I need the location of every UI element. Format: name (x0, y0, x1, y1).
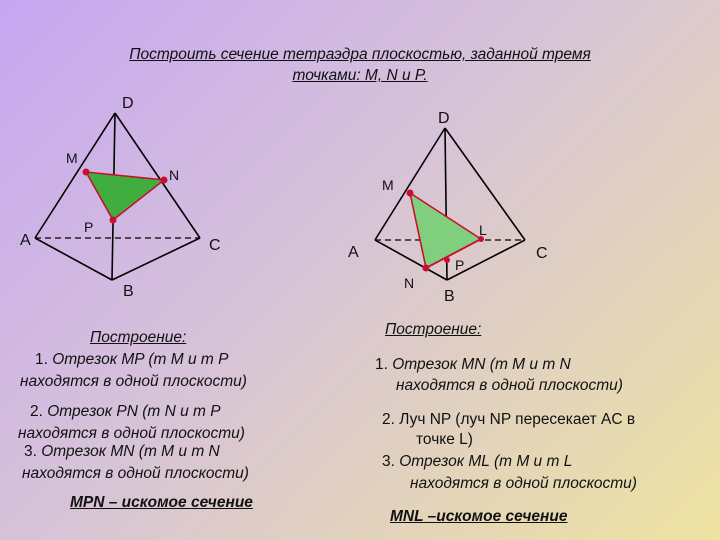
right-step2-number: 2. (382, 411, 395, 428)
label-D-right: D (438, 110, 450, 127)
right-step3-text: Отрезок ML (т M и т L (399, 453, 573, 470)
label-P-left: P (84, 219, 94, 235)
left-step3-line2: находятся в одной плоскости) (22, 465, 249, 482)
label-M-left: M (66, 150, 78, 166)
point-M-right (407, 190, 414, 197)
right-step1-number: 1. (375, 356, 388, 373)
label-A-left: A (20, 232, 31, 249)
right-tetrahedron (348, 110, 548, 305)
right-step1-line2: находятся в одной плоскости) (396, 377, 623, 394)
right-step3-number: 3. (382, 453, 395, 470)
point-N-right (423, 265, 430, 272)
label-P-right: P (455, 257, 465, 273)
task-title-line2: точками: M, N и P. (292, 67, 428, 84)
point-P-left (110, 217, 117, 224)
left-step3-text: Отрезок MN (т M и т N (41, 443, 220, 460)
label-C-left: C (209, 237, 221, 254)
left-step2-line1 (30, 402, 221, 422)
point-P-right (444, 257, 450, 263)
left-step3-number: 3. (24, 443, 37, 460)
right-result: MNL –искомое сечение (390, 508, 568, 525)
point-M-left (83, 169, 90, 176)
left-step2-line2: находятся в одной плоскости) (18, 425, 245, 442)
edge-BC-left (112, 238, 200, 280)
point-N-left (161, 177, 168, 184)
left-tetrahedron (20, 95, 221, 300)
right-step3-line1 (382, 452, 572, 472)
right-step3-line2: находятся в одной плоскости) (410, 475, 637, 492)
right-step2-line1 (382, 410, 635, 430)
label-A-right: A (348, 244, 359, 261)
label-B-right: B (444, 288, 455, 305)
label-D-left: D (122, 95, 134, 112)
right-step2-text: Луч NP (луч NP пересекает AC в (399, 411, 636, 428)
label-N-left: N (169, 167, 180, 183)
left-step3-line1 (24, 442, 220, 462)
label-N-right: N (404, 275, 415, 291)
right-step1-text: Отрезок MN (т M и т N (392, 356, 571, 373)
left-step2-number: 2. (30, 403, 43, 420)
left-result: MPN – искомое сечение (70, 494, 253, 511)
task-title-line1: Построить сечение тетраэдра плоскостью, заданной тремя (129, 46, 591, 63)
left-step1-number: 1. (35, 351, 48, 368)
left-step1-text: Отрезок MP (т M и т P (52, 351, 229, 368)
label-B-left: B (123, 283, 134, 300)
left-step1-line1 (35, 350, 228, 370)
label-C-right: C (536, 245, 548, 262)
right-step1-line1 (375, 355, 571, 375)
left-step1-line2: находятся в одной плоскости) (20, 373, 247, 390)
edge-AB-left (35, 238, 112, 280)
right-step2-line2: точке L) (416, 431, 473, 448)
section-MPN (86, 172, 164, 220)
right-construction-heading: Построение: (385, 321, 482, 338)
label-L-right: L (479, 222, 487, 238)
left-step2-text: Отрезок PN (т N и т P (47, 403, 221, 420)
label-M-right: M (382, 177, 394, 193)
left-construction-heading: Построение: (90, 329, 187, 346)
